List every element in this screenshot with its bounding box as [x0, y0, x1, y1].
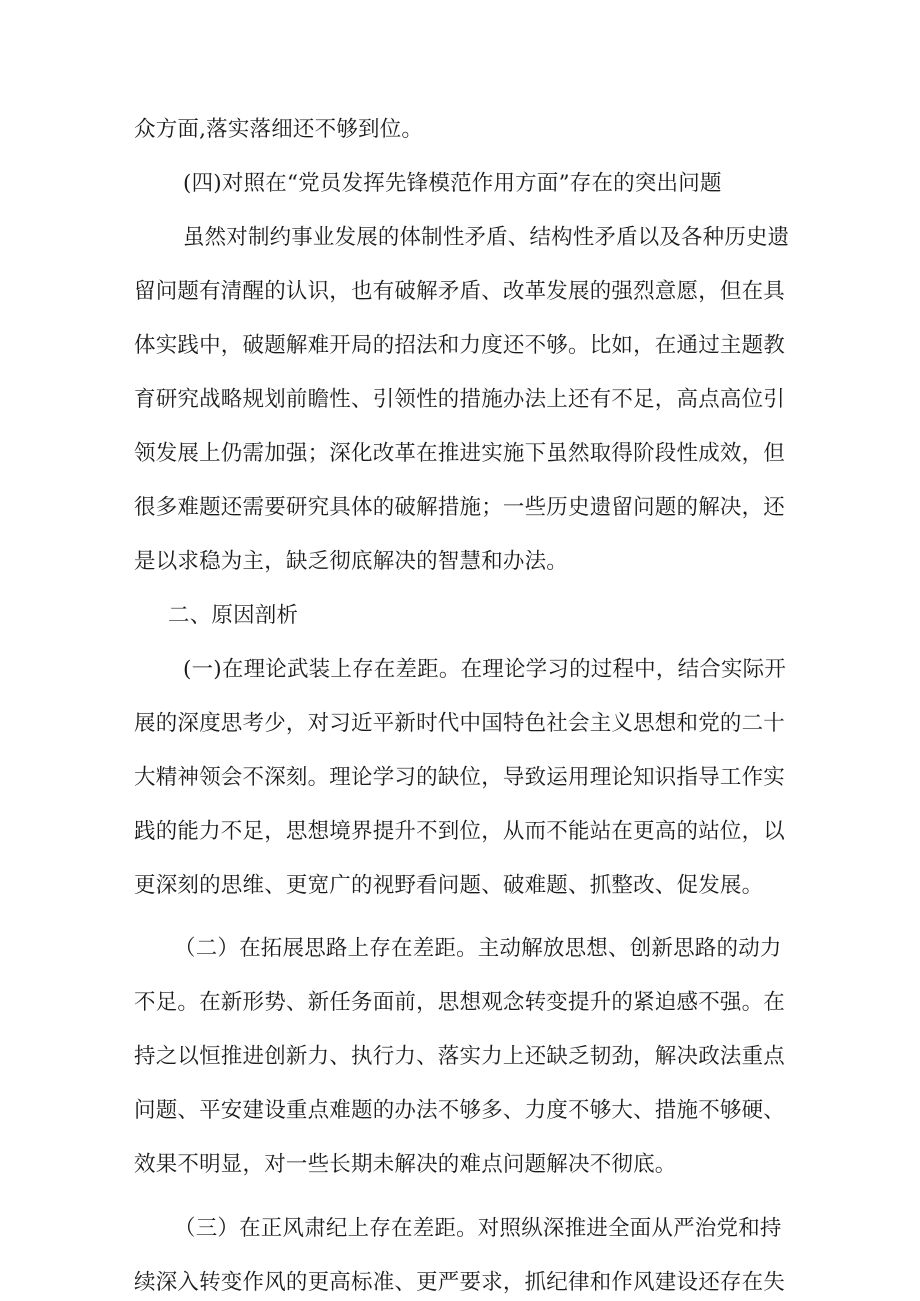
text-line-9: 是以求稳为主，缺乏彻底解决的智慧和办法。 — [134, 549, 569, 574]
text-line-21: （三）在正风肃纪上存在差距。对照纵深推进全面从严治党和持 — [174, 1216, 782, 1241]
text-line-5: 体实践中，破题解难开局的招法和力度还不够。比如，在通过主题教 — [134, 333, 786, 358]
text-line-7: 领发展上仍需加强；深化改革在推进实施下虽然取得阶段性成效，但 — [134, 441, 786, 466]
section-heading-2: 二、原因剖析 — [168, 603, 299, 628]
text-line-11: (一)在理论武装上存在差距。在理论学习的过程中，结合实际开 — [183, 657, 787, 682]
text-line-6: 育研究战略规划前瞻性、引领性的措施办法上还有不足，高点高位引 — [134, 387, 786, 412]
text-line-22: 续深入转变作风的更高标准、更严要求，抓纪律和作风建设还存在失 — [134, 1270, 786, 1295]
text-line-14: 践的能力不足，思想境界提升不到位，从而不能站在更高的站位，以 — [134, 819, 786, 844]
text-line-17: 不足。在新形势、新任务面前，思想观念转变提升的紧迫感不强。在 — [134, 990, 786, 1015]
text-line-19: 问题、平安建设重点难题的办法不够多、力度不够大、措施不够硬、 — [134, 1098, 786, 1123]
text-line-20: 效果不明显，对一些长期未解决的难点问题解决不彻底。 — [134, 1152, 677, 1177]
text-line-18: 持之以恒推进创新力、执行力、落实力上还缺乏韧劲，解决政法重点 — [134, 1044, 786, 1069]
text-line-12: 展的深度思考少，对习近平新时代中国特色社会主义思想和党的二十 — [134, 711, 786, 736]
text-line-3: 虽然对制约事业发展的体制性矛盾、结构性矛盾以及各种历史遗 — [183, 225, 790, 250]
text-line-15: 更深刻的思维、更宽广的视野看问题、破难题、抓整改、促发展。 — [134, 873, 764, 898]
text-line-16: （二）在拓展思路上存在差距。主动解放思想、创新思路的动力 — [174, 936, 782, 961]
text-line-8: 很多难题还需要研究具体的破解措施；一些历史遗留问题的解决，还 — [134, 495, 786, 520]
section-heading-4: (四)对照在“党员发挥先锋模范作用方面”存在的突出问题 — [183, 171, 722, 196]
text-line-1: 众方面,落实落细还不够到位。 — [134, 117, 424, 142]
text-line-4: 留问题有清醒的认识，也有破解矛盾、改革发展的强烈意愿，但在具 — [134, 279, 786, 304]
text-line-13: 大精神领会不深刻。理论学习的缺位，导致运用理论知识指导工作实 — [134, 765, 786, 790]
